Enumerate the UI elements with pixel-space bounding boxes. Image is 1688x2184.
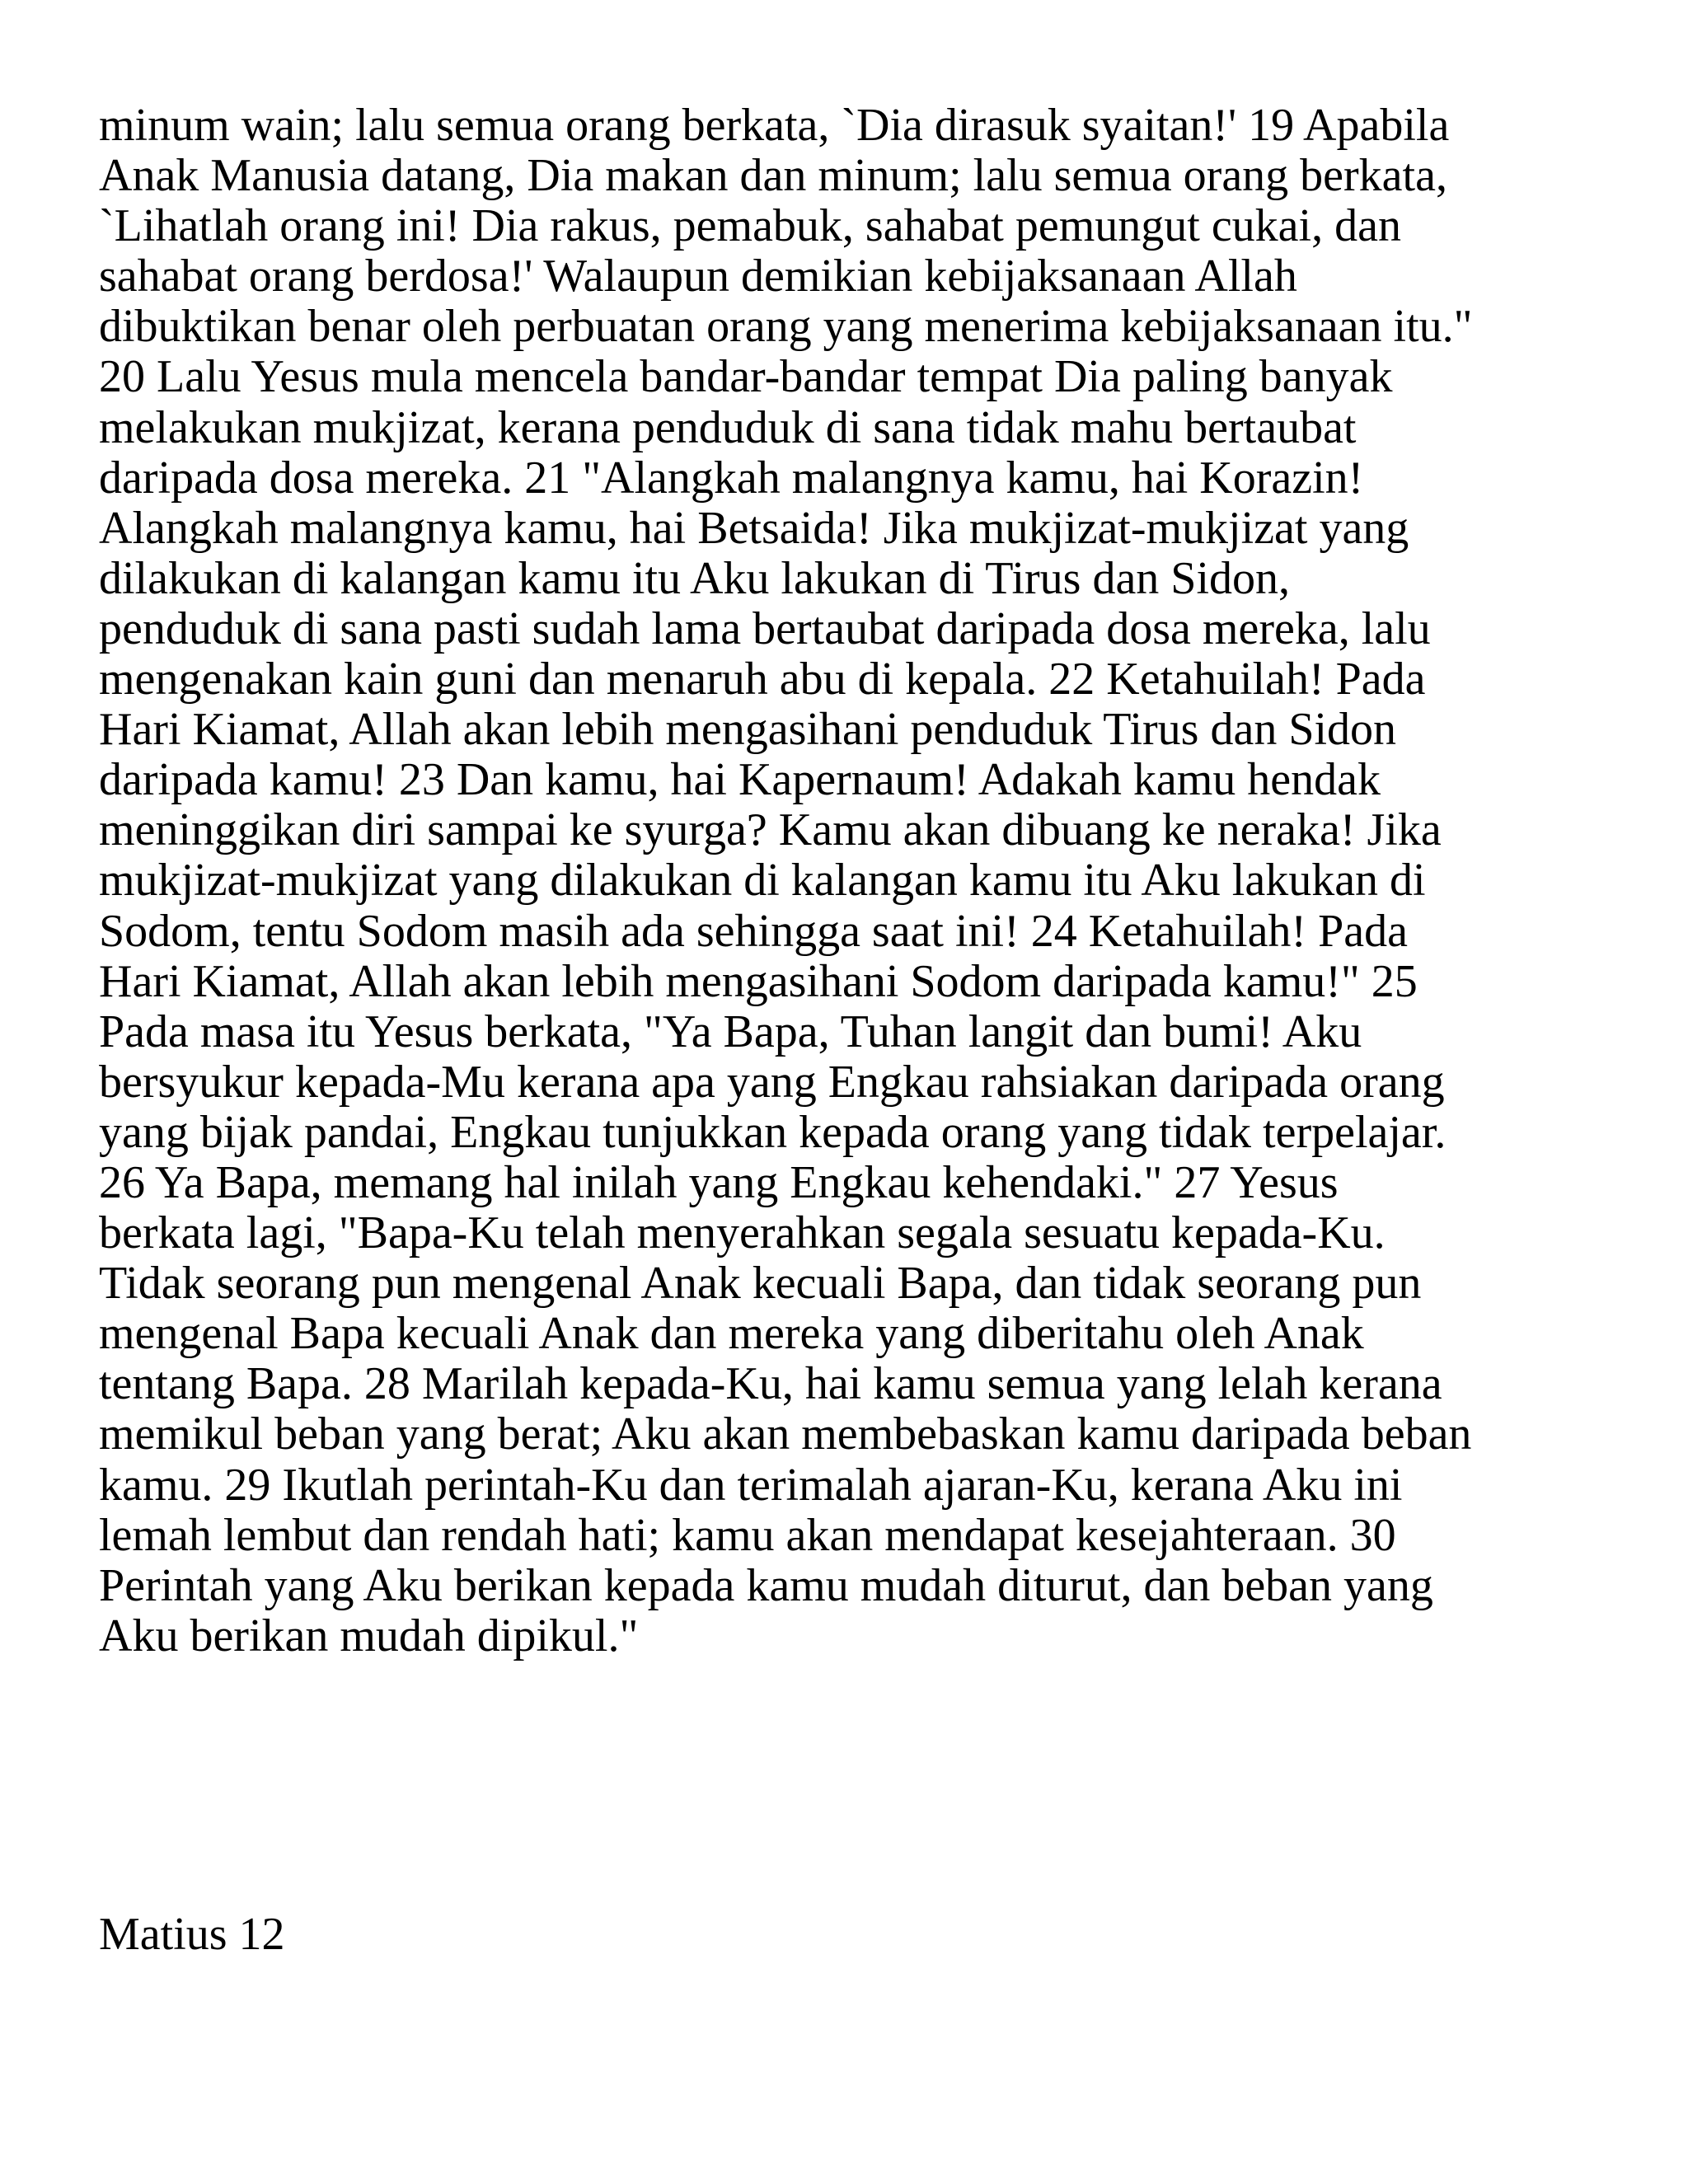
text-line: dibuktikan benar oleh perbuatan orang yang menerima kebijaksanaan itu." (99, 301, 1473, 353)
text-line: Aku berikan mudah dipikul." (99, 1610, 639, 1661)
text-line: Tidak seorang pun mengenal Anak kecuali Bapa, dan tidak seorang pun (99, 1258, 1422, 1310)
text-line: Alangkah malangnya kamu, hai Betsaida! Jika mukjizat-mukjizat yang (99, 502, 1409, 554)
text-line: Hari Kiamat, Allah akan lebih mengasihani penduduk Tirus dan Sidon (99, 704, 1397, 756)
text-line: Hari Kiamat, Allah akan lebih mengasihani Sodom daripada kamu!" 25 (99, 955, 1418, 1007)
text-line: daripada dosa mereka. 21 "Alangkah malangnya kamu, hai Korazin! (99, 452, 1364, 504)
text-line: 20 Lalu Yesus mula mencela bandar-bandar tempat Dia paling banyak (99, 351, 1393, 403)
text-line: Sodom, tentu Sodom masih ada sehingga saat ini! 24 Ketahuilah! Pada (99, 905, 1408, 957)
text-line: kamu. 29 Ikutlah perintah-Ku dan terimalah ajaran-Ku, kerana Aku ini (99, 1459, 1403, 1511)
chapter-heading: Matius 12 (99, 1909, 285, 1960)
text-line: 26 Ya Bapa, memang hal inilah yang Engkau kehendaki." 27 Yesus (99, 1156, 1339, 1208)
text-line: `Lihatlah orang ini! Dia rakus, pemabuk, sahabat pemungut cukai, dan (99, 200, 1401, 252)
text-line: lemah lembut dan rendah hati; kamu akan mendapat kesejahteraan. 30 (99, 1509, 1396, 1561)
text-line: Pada masa itu Yesus berkata, "Ya Bapa, Tuhan langit dan bumi! Aku (99, 1005, 1362, 1057)
text-line: minum wain; lalu semua orang berkata, `Dia dirasuk syaitan!' 19 Apabila (99, 100, 1450, 151)
passage-text (99, 101, 1615, 1661)
text-line: mengenal Bapa kecuali Anak dan mereka yang diberitahu oleh Anak (99, 1308, 1364, 1360)
text-line: daripada kamu! 23 Dan kamu, hai Kapernaum! Adakah kamu hendak (99, 754, 1381, 806)
text-line: yang bijak pandai, Engkau tunjukkan kepada orang yang tidak terpelajar. (99, 1106, 1447, 1158)
text-line: Anak Manusia datang, Dia makan dan minum; lalu semua orang berkata, (99, 150, 1447, 202)
text-line: tentang Bapa. 28 Marilah kepada-Ku, hai kamu semua yang lelah kerana (99, 1358, 1442, 1410)
text-line: melakukan mukjizat, kerana penduduk di sana tidak mahu bertaubat (99, 401, 1357, 453)
text-line: mukjizat-mukjizat yang dilakukan di kalangan kamu itu Aku lakukan di (99, 855, 1426, 907)
text-line: penduduk di sana pasti sudah lama bertaubat daripada dosa mereka, lalu (99, 602, 1431, 654)
text-line: sahabat orang berdosa!' Walaupun demikian kebijaksanaan Allah (99, 251, 1297, 302)
text-line: memikul beban yang berat; Aku akan membebaskan kamu daripada beban (99, 1408, 1472, 1460)
text-line: mengenakan kain guni dan menaruh abu di kepala. 22 Ketahuilah! Pada (99, 654, 1426, 705)
text-line: meninggikan diri sampai ke syurga? Kamu akan dibuang ke neraka! Jika (99, 804, 1442, 856)
text-line: dilakukan di kalangan kamu itu Aku lakukan di Tirus dan Sidon, (99, 552, 1291, 604)
text-line: bersyukur kepada-Mu kerana apa yang Engkau rahsiakan daripada orang (99, 1056, 1445, 1108)
text-line: berkata lagi, "Bapa-Ku telah menyerahkan segala sesuatu kepada-Ku. (99, 1207, 1386, 1259)
text-line: Perintah yang Aku berikan kepada kamu mudah diturut, dan beban yang (99, 1559, 1433, 1611)
